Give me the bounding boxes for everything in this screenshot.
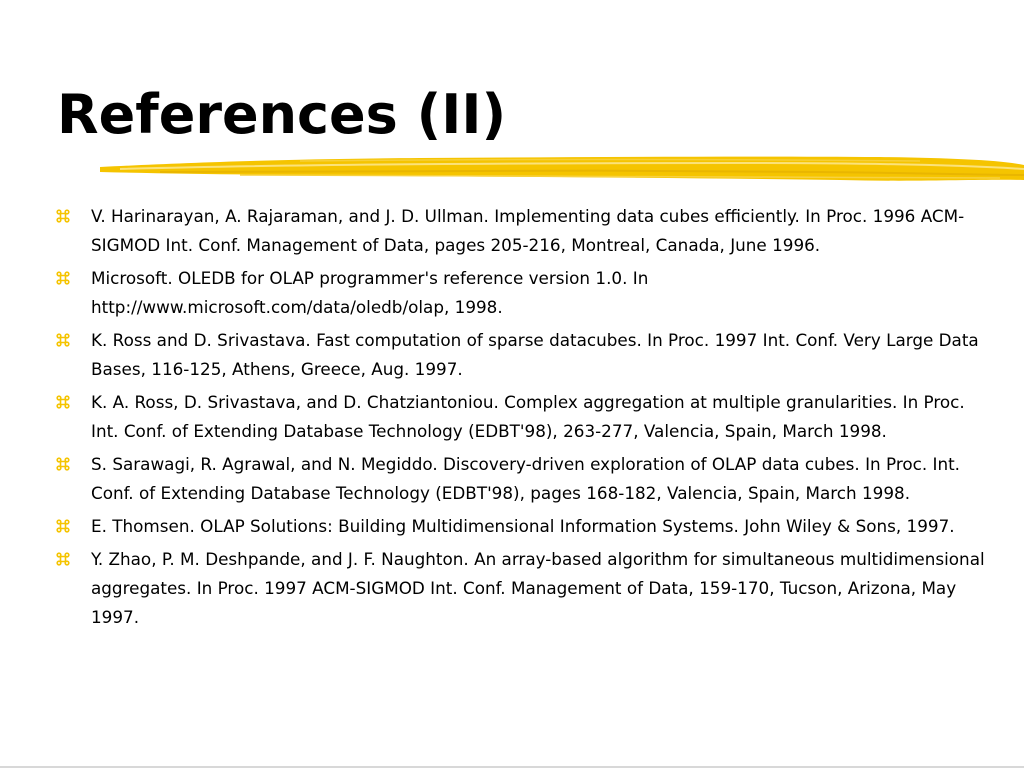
command-key-icon (56, 512, 72, 541)
reference-item (52, 202, 987, 260)
reference-item (52, 388, 987, 446)
command-key-icon (56, 264, 72, 293)
command-key-icon (56, 450, 72, 479)
command-key-icon (56, 326, 72, 355)
command-key-icon (56, 545, 72, 574)
reference-item (52, 450, 987, 508)
references-list (52, 202, 987, 636)
reference-text: Y. Zhao, P. M. Deshpande, and J. F. Naughton. An array-based algorithm for simultaneous multidimensional aggregates. In Proc. 1997 ACM-SIGMOD Int. Conf. Management of Data, 159-170, Tucson, Arizona, May 1997. (91, 549, 985, 627)
reference-text: S. Sarawagi, R. Agrawal, and N. Megiddo. Discovery-driven exploration of OLAP data cubes. In Proc. Int. Conf. of Extending Database Technology (EDBT'98), pages 168-182, Valencia, Spain, March 1998. (91, 454, 961, 503)
highlighter-stroke-decoration (100, 150, 1024, 190)
reference-item (52, 545, 987, 632)
reference-text: V. Harinarayan, A. Rajaraman, and J. D. Ullman. Implementing data cubes efficiently. In Proc. 1996 ACM-SIGMOD Int. Conf. Management of Data, pages 205-216, Montreal, Canada, June 1996. (91, 206, 965, 255)
reference-item (52, 264, 987, 322)
slide-title: References (II) (57, 83, 507, 146)
command-key-icon (56, 388, 72, 417)
reference-item (52, 326, 987, 384)
reference-text: K. Ross and D. Srivastava. Fast computation of sparse datacubes. In Proc. 1997 Int. Conf. Very Large Data Bases, 116-125, Athens, Greece, Aug. 1997. (91, 330, 979, 379)
reference-text: K. A. Ross, D. Srivastava, and D. Chatziantoniou. Complex aggregation at multiple granularities. In Proc. Int. Conf. of Extending Database Technology (EDBT'98), 263-277, Valencia, Spain, March 1998. (91, 392, 965, 441)
reference-text: E. Thomsen. OLAP Solutions: Building Multidimensional Information Systems. John Wiley & Sons, 1997. (91, 516, 955, 536)
reference-item (52, 512, 987, 541)
reference-text: Microsoft. OLEDB for OLAP programmer's reference version 1.0. In http://www.microsoft.com/data/oledb/olap, 1998. (91, 268, 649, 317)
command-key-icon (56, 202, 72, 231)
